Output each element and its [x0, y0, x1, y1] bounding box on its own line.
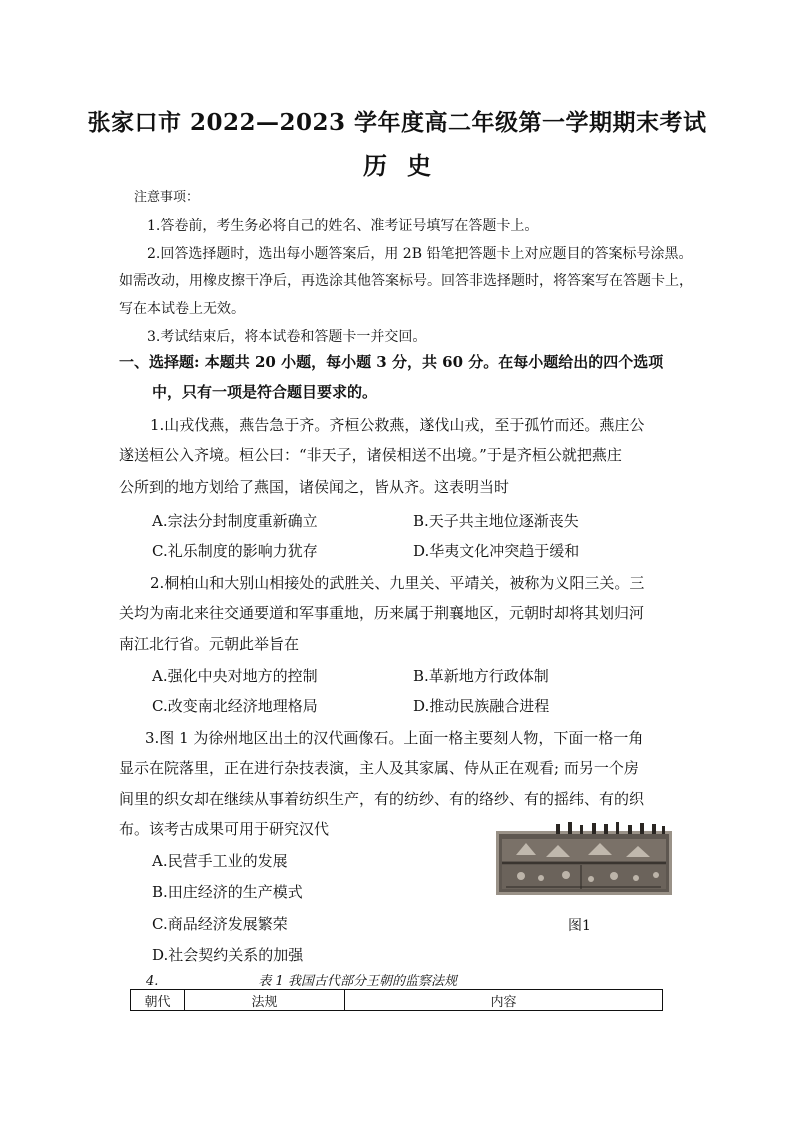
notice-heading: 注意事项：: [134, 190, 200, 205]
notice-item: 2.回答选择题时，选出每小题答案后，用 2B 铅笔把答题卡上对应题目的答案标号涂黑。: [147, 246, 693, 262]
q2-stem: 南江北行省。元朝此举旨在: [119, 635, 300, 653]
stone-relief-image: [496, 821, 672, 895]
table-header-regulation: 法规: [185, 990, 345, 1010]
q1-option-a[interactable]: A.宗法分封制度重新确立: [152, 512, 318, 530]
q3-option-d[interactable]: D.社会契约关系的加强: [152, 946, 304, 964]
q2-stem: 关均为南北来往交通要道和军事重地，历来属于荆襄地区，元朝时却将其划归河: [119, 604, 645, 622]
q2-option-b[interactable]: B.革新地方行政体制: [413, 667, 549, 685]
q1-stem: 遂送桓公入齐境。桓公曰：“非天子，诸侯相送不出境。”于是齐桓公就把燕庄: [119, 446, 622, 464]
notice-item: 写在本试卷上无效。: [119, 301, 245, 317]
q1-option-d[interactable]: D.华夷文化冲突趋于缓和: [413, 542, 580, 560]
q2-option-a[interactable]: A.强化中央对地方的控制: [152, 667, 318, 685]
q3-stem: 布。该考古成果可用于研究汉代: [119, 820, 330, 838]
q3-stem: 显示在院落里，正在进行杂技表演，主人及其家属、侍从正在观看; 而另一个房: [119, 759, 639, 777]
exam-title: 张家口市 2022—2023 学年度高二年级第一学期期末考试: [87, 109, 707, 136]
q3-stem: 间里的织女却在继续从事着纺织生产，有的纺纱、有的络纱、有的摇纬、有的织: [119, 790, 645, 808]
subject-title: 历史: [363, 151, 451, 180]
regulation-table: [130, 989, 663, 1011]
q2-stem: 2.桐柏山和大别山相接处的武胜关、九里关、平靖关，被称为义阳三关。三: [150, 574, 645, 592]
q1-option-c[interactable]: C.礼乐制度的影响力犹存: [152, 542, 318, 560]
q3-stem: 3.图 1 为徐州地区出土的汉代画像石。上面一格主要刻人物，下面一格一角: [145, 729, 644, 747]
q3-option-c[interactable]: C.商品经济发展繁荣: [152, 915, 288, 933]
figure-caption: 图1: [568, 918, 591, 934]
table-header-dynasty: 朝代: [131, 990, 185, 1010]
section-heading-cont: 中，只有一项是符合题目要求的。: [152, 383, 378, 401]
table-caption: [146, 970, 457, 989]
q1-option-b[interactable]: B.天子共主地位逐渐丧失: [413, 512, 579, 530]
table-header-content: 内容: [490, 994, 517, 1010]
q2-option-c[interactable]: C.改变南北经济地理格局: [152, 697, 318, 715]
q3-option-a[interactable]: A.民营手工业的发展: [152, 852, 288, 870]
notice-item: 3.考试结束后，将本试卷和答题卡一并交回。: [147, 329, 427, 345]
q1-stem: 公所到的地方划给了燕国，诸侯闻之，皆从齐。这表明当时: [119, 478, 510, 496]
notice-item: 1.答卷前，考生务必将自己的姓名、准考证号填写在答题卡上。: [147, 218, 539, 234]
notice-item: 如需改动，用橡皮擦干净后，再选涂其他答案标号。回答非选择题时，将答案写在答题卡上，: [119, 273, 693, 289]
section-heading: 一、选择题: 本题共 20 小题，每小题 3 分，共 60 分。在每小题给出的四个选项: [119, 353, 664, 371]
q3-option-b[interactable]: B.田庄经济的生产模式: [152, 883, 303, 901]
q1-stem: 1.山戎伐燕，燕告急于齐。齐桓公救燕，遂伐山戎，至于孤竹而还。燕庄公: [150, 416, 645, 434]
q4-number: 4.: [146, 974, 159, 989]
table-title: 表 1 我国古代部分王朝的监察法规: [258, 974, 457, 989]
q2-option-d[interactable]: D.推动民族融合进程: [413, 697, 550, 715]
